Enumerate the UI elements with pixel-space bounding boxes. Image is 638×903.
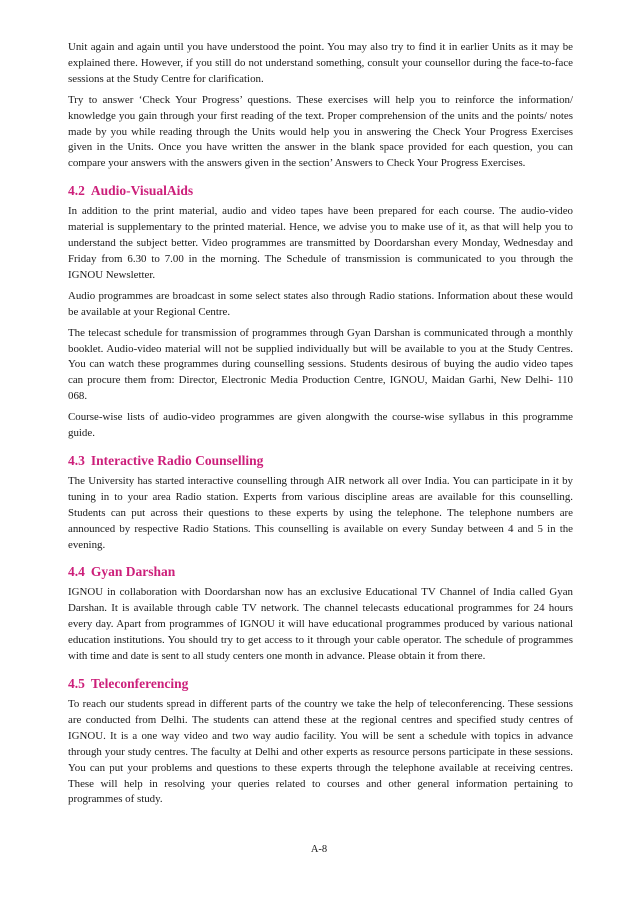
paragraph: The University has started interactive counselling through AIR network all over India. You can participate in it by tuning in to your area Radio station. Experts from various discipline areas are available for this counselling. Students can put across their questions to these experts by using the telephone. The telephone numbers are announced by respective Radio Stations. This counselling is available on every Sunday between 4 and 5 in the evening. [68,474,573,551]
page-number: A-8 [310,844,328,855]
section-heading [68,563,573,580]
paragraph: To reach our students spread in different parts of the country we take the help of teleconferencing. These sessions are conducted from Delhi. The students can attend these at the regional centres and specified study centres of IGNOU. It is a one way video and two way audio facility. You will be sent a schedule with topics in advance through your study centres. The faculty at Delhi and other experts as resource persons participate in these sessions. You can put your problems and questions to these experts through the telephone available at receiving centres. These will help in resolving your queries related to courses and other general information pertaining to programmes of study. [68,698,573,806]
section-title: Interactive Radio Counselling [90,452,264,468]
section-number: 4.4 [68,564,85,580]
section-interactive-radio-counselling [68,452,573,554]
section-gyan-darshan [68,563,573,665]
section-title: Gyan Darshan [90,564,176,580]
paragraph: Course-wise lists of audio-video programmes are given alongwith the course-wise syllabus in this programme guide. [68,411,573,440]
document-page [68,40,573,813]
paragraph: Audio programmes are broadcast in some select states also through Radio stations. Information about these would be available at your Regional Centre. [68,289,573,318]
section-heading [68,675,573,692]
section-number: 4.5 [68,676,85,691]
paragraph: The telecast schedule for transmission of programmes through Gyan Darshan is communicated through a monthly booklet. Audio-video material will not be supplied individually but will be available to you at the Study Centres. You can watch these programmes during counselling sessions. Students desirous of buying the audio video tapes can procure them from: Director, Electronic Media Production Centre, IGNOU, Maidan Garhi, New Delhi- 110 068. [68,326,573,403]
section-title: Audio-VisualAids [90,183,194,199]
section-title: Teleconferencing [90,676,189,691]
intro-paragraph-1: Unit again and again until you have understood the point. You may also try to find it in earlier Units as it may be explained there. However, if you still do not understand something, consult your counsellor during the face-to-face sessions at the Study Centre for clarification. [68,41,573,85]
section-heading [68,452,573,469]
paragraph: IGNOU in collaboration with Doordarshan now has an exclusive Educational TV Channel of India called Gyan Darshan. It is available through cable TV network. The channel telecasts educational programmes for 24 hours every day. Apart from programmes of IGNOU it will have educational programmes produced by various national education institutions. You should try to get access to it through your cable operator. The schedule of programmes with time and date is sent to all study centers one month in advance. Please obtain it from there. [68,586,573,663]
section-number: 4.3 [68,452,85,468]
section-teleconferencing [68,675,573,808]
paragraph: In addition to the print material, audio and video tapes have been prepared for each course. The audio-video material is supplementary to the printed material. Hence, we advise you to make use of it, as that will help you to understand the subject better. Video programmes are transmitted by Doordarshan every Monday, Wednesday and Friday from 6.30 to 7.00 in the morning. The Schedule of transmission is communicated to you through the IGNOU Newsletter. [68,205,573,281]
intro-paragraph-2: Try to answer ‘Check Your Progress’ questions. These exercises will help you to reinforce the information/ knowledge you gain through your first reading of the text. Proper comprehension of the units and the points/ notes made by you while reading through the Units would help you in answering the Check Your Progress Exercises given in the Units. Once you have written the answer in the blank space provided for each question, you can compare your answers with the answers given in the section’ Answers to Check Your Progress Exercises. [68,93,573,170]
section-audio-visual-aids [68,182,573,442]
section-number: 4.2 [68,183,85,199]
section-heading [68,182,573,199]
